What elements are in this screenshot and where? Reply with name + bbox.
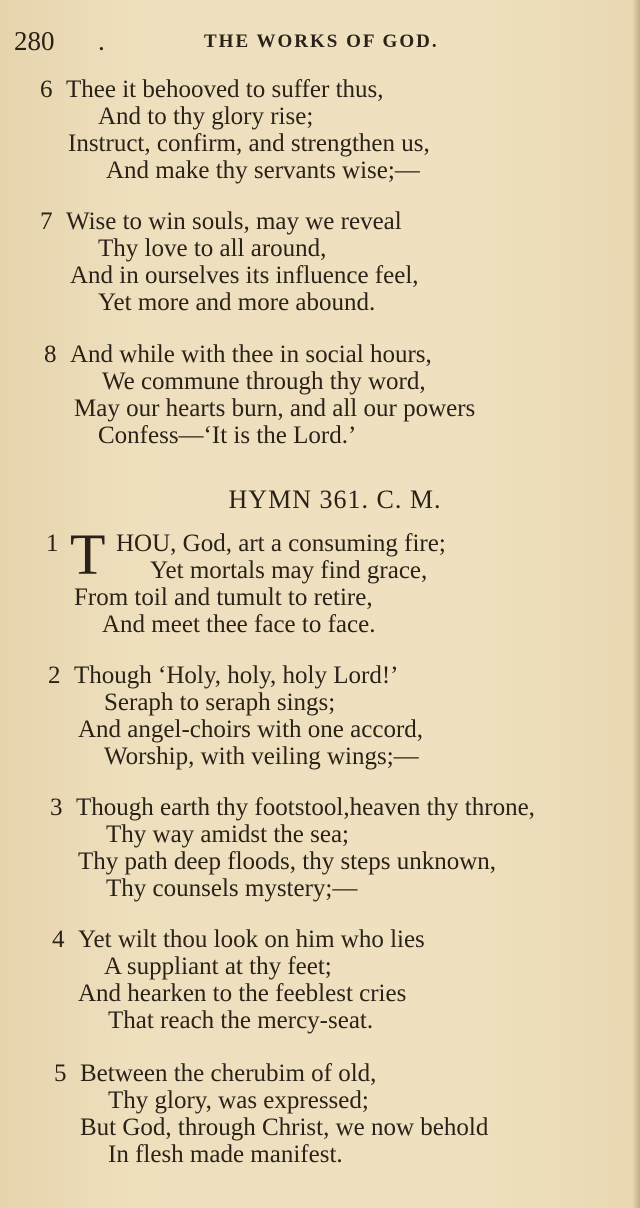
hymn-title: HYMN 361. C. M.: [228, 485, 442, 514]
drop-cap: T: [70, 522, 106, 587]
header-dot: .: [98, 26, 105, 56]
page-edge-shadow: [632, 0, 640, 1208]
verse-line: We commune through thy word,: [102, 368, 426, 395]
verse-number: 4: [52, 926, 65, 953]
verse-line: And make thy servants wise;—: [106, 157, 420, 184]
verse-line: Instruct, confirm, and strengthen us,: [68, 130, 430, 157]
verse-number: 6: [40, 76, 53, 103]
verse-line: And meet thee face to face.: [102, 611, 376, 638]
page-number: 280: [14, 26, 55, 56]
verse-line: Confess—‘It is the Lord.’: [98, 422, 357, 449]
verse-line: That reach the mercy-seat.: [108, 1007, 374, 1034]
verse-line: May our hearts burn, and all our powers: [74, 395, 476, 422]
verse-line: Thy glory, was expressed;: [108, 1087, 369, 1114]
verse-line: Thee it behooved to suffer thus,: [66, 76, 384, 103]
verse-number: 7: [40, 208, 53, 235]
verse-line: A suppliant at thy feet;: [104, 953, 332, 980]
verse-1: [46, 530, 446, 638]
verse-line: And angel-choirs with one accord,: [78, 716, 424, 743]
verse-4: [52, 926, 425, 1034]
verse-line: And while with thee in social hours,: [70, 341, 432, 368]
verse-number: 1: [46, 530, 59, 557]
verse-number: 2: [48, 662, 61, 689]
verse-line: Seraph to seraph sings;: [104, 689, 336, 716]
verse-line: Wise to win souls, may we reveal: [66, 208, 402, 235]
verse-number: 8: [44, 341, 57, 368]
verse-line: And to thy glory rise;: [98, 103, 314, 130]
verse-line: HOU, God, art a consuming fire;: [116, 530, 446, 557]
verse-line: From toil and tumult to retire,: [74, 584, 373, 611]
verse-6: [40, 76, 430, 184]
verse-line: Though ‘Holy, holy, holy Lord!’: [74, 662, 399, 689]
verse-line: Thy way amidst the sea;: [106, 821, 349, 848]
verse-line: Thy love to all around,: [98, 235, 327, 262]
verse-line: Thy path deep floods, thy steps unknown,: [78, 848, 497, 875]
verse-line: Between the cherubim of old,: [80, 1060, 377, 1087]
verse-2: [48, 662, 423, 770]
verse-line: Worship, with veiling wings;—: [104, 743, 419, 770]
verse-8: [44, 341, 475, 449]
verse-number: 3: [50, 794, 63, 821]
verse-5: [54, 1060, 488, 1168]
running-title: THE WORKS OF GOD.: [204, 31, 439, 52]
verse-line: Thy counsels mystery;—: [106, 875, 358, 902]
verse-line: Yet wilt thou look on him who lies: [78, 926, 425, 953]
verse-3: [50, 794, 535, 902]
verse-line: Yet more and more abound.: [98, 289, 376, 316]
verse-line: And in ourselves its influence feel,: [70, 262, 419, 289]
verse-line: But God, through Christ, we now behold: [80, 1114, 489, 1141]
verse-7: [40, 208, 419, 316]
verse-number: 5: [54, 1060, 67, 1087]
page-header: [14, 26, 624, 58]
verse-line: In flesh made manifest.: [108, 1141, 343, 1168]
verse-line: And hearken to the feeblest cries: [78, 980, 407, 1007]
verse-line: Though earth thy footstool,heaven thy throne,: [76, 794, 535, 821]
verse-line: Yet mortals may find grace,: [150, 557, 428, 584]
